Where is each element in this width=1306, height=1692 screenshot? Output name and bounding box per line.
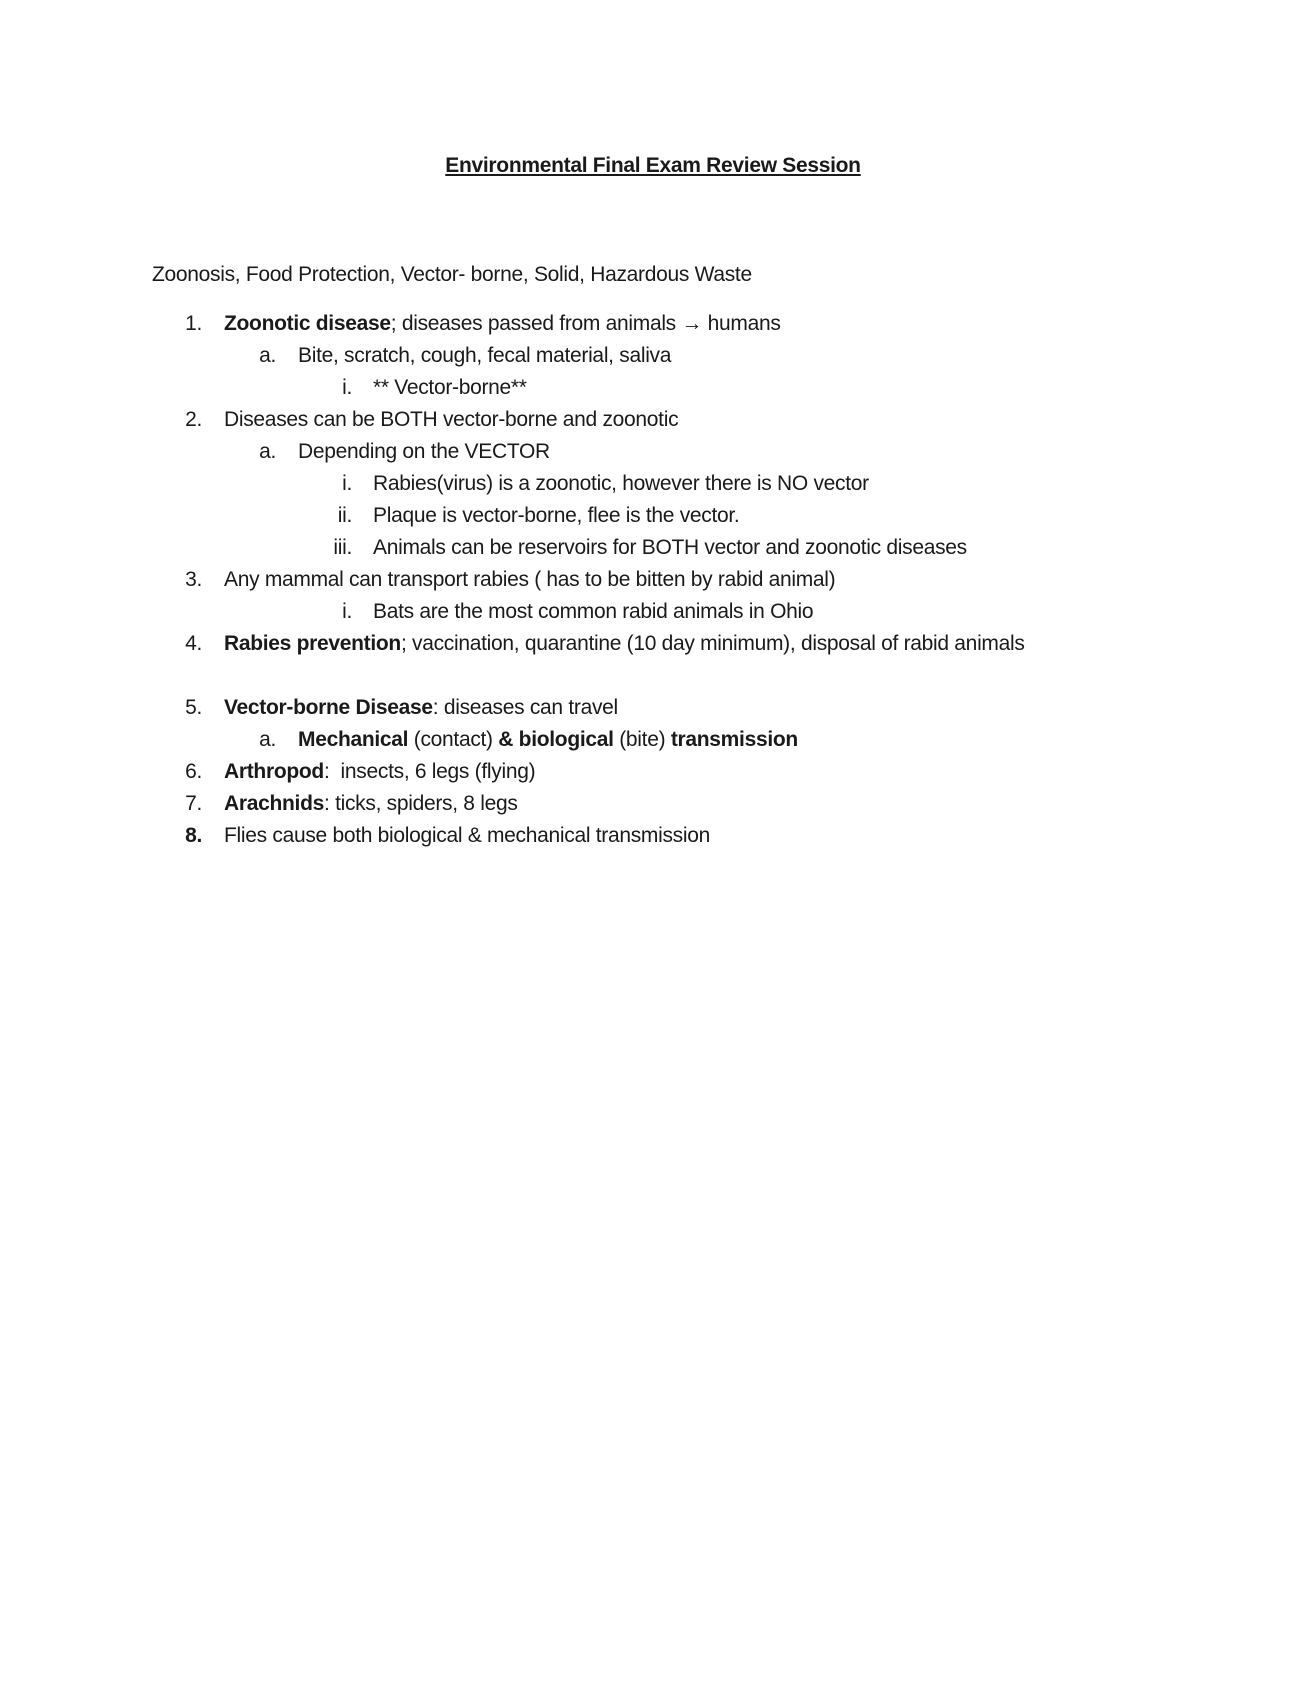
list-marker: a. bbox=[259, 728, 276, 751]
list-text: Depending on the VECTOR bbox=[298, 440, 550, 463]
term: Arthropod bbox=[224, 760, 324, 783]
list-text: Flies cause both biological & mechanical transmission bbox=[224, 824, 711, 847]
definition: ; diseases passed from animals → humans bbox=[390, 312, 781, 335]
list-text: Rabies(virus) is a zoonotic, however there is NO vector bbox=[373, 472, 869, 495]
list-marker: iii. bbox=[333, 536, 352, 559]
list-text: ** Vector-borne** bbox=[373, 376, 527, 399]
term: Zoonotic disease bbox=[224, 312, 391, 335]
list-marker: a. bbox=[259, 344, 276, 367]
list-marker: 6. bbox=[185, 760, 202, 783]
list-marker: 4. bbox=[185, 632, 202, 655]
list-marker: 2. bbox=[185, 408, 202, 431]
text-contact: (contact) bbox=[408, 728, 499, 751]
list-marker: ii. bbox=[337, 504, 352, 527]
text-bite: (bite) bbox=[613, 728, 671, 751]
term-mechanical: Mechanical bbox=[298, 728, 409, 751]
list-marker: i. bbox=[342, 600, 352, 623]
definition: : ticks, spiders, 8 legs bbox=[324, 792, 518, 815]
list-text: Bite, scratch, cough, fecal material, saliva bbox=[298, 344, 672, 367]
page-title: Environmental Final Exam Review Session bbox=[445, 154, 861, 177]
list-marker: 3. bbox=[185, 568, 202, 591]
list-text: Plaque is vector-borne, flee is the vector. bbox=[373, 504, 740, 527]
term-transmission: transmission bbox=[670, 728, 798, 751]
list-marker: a. bbox=[259, 440, 276, 463]
term: Rabies prevention bbox=[224, 632, 401, 655]
topics-subtitle: Zoonosis, Food Protection, Vector- borne, Solid, Hazardous Waste bbox=[152, 263, 752, 286]
list-marker: i. bbox=[342, 376, 352, 399]
list-marker: 8. bbox=[185, 824, 202, 847]
list-text: Diseases can be BOTH vector-borne and zoonotic bbox=[224, 408, 679, 431]
list-marker: i. bbox=[342, 472, 352, 495]
definition: : diseases can travel bbox=[432, 696, 618, 719]
list-marker: 7. bbox=[185, 792, 202, 815]
term-biological: & biological bbox=[498, 728, 614, 751]
list-text: Bats are the most common rabid animals in Ohio bbox=[373, 600, 814, 623]
term: Vector-borne Disease bbox=[224, 696, 433, 719]
list-text: Animals can be reservoirs for BOTH vector and zoonotic diseases bbox=[373, 536, 967, 559]
definition: ; vaccination, quarantine (10 day minimum), disposal of rabid animals bbox=[400, 632, 1025, 655]
list-marker: 5. bbox=[185, 696, 202, 719]
list-marker: 1. bbox=[185, 312, 202, 335]
term: Arachnids bbox=[224, 792, 324, 815]
list-text: Any mammal can transport rabies ( has to be bitten by rabid animal) bbox=[224, 568, 836, 591]
definition: : insects, 6 legs (flying) bbox=[323, 760, 536, 783]
